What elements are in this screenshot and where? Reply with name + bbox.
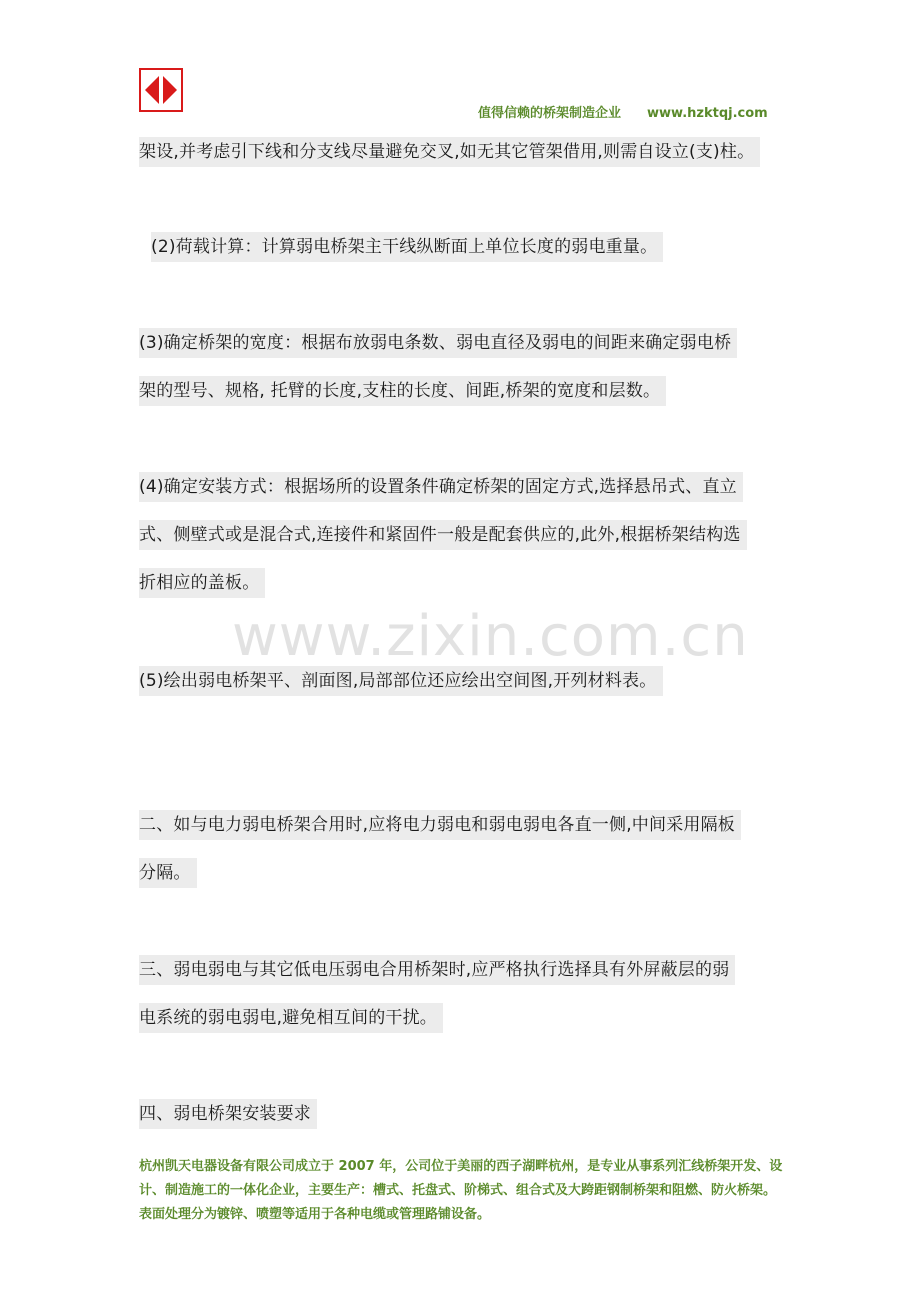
body-line: 三、弱电弱电与其它低电压弱电合用桥架时,应严格执行选择具有外屏蔽层的弱 bbox=[139, 955, 735, 985]
body-line: 电系统的弱电弱电,避免相互间的干扰。 bbox=[139, 1003, 443, 1033]
section-heading: 四、弱电桥架安装要求 bbox=[139, 1099, 317, 1129]
body-line: 架设,并考虑引下线和分支线尽量避免交叉,如无其它管架借用,则需自设立(支)柱。 bbox=[139, 137, 760, 167]
body-line: 式、侧壁式或是混合式,连接件和紧固件一般是配套供应的,此外,根据桥架结构选 bbox=[139, 520, 747, 550]
body-line: (4)确定安装方式：根据场所的设置条件确定桥架的固定方式,选择悬吊式、直立 bbox=[139, 472, 743, 502]
header bbox=[478, 102, 768, 121]
body-line: 分隔。 bbox=[139, 858, 197, 888]
company-logo bbox=[139, 68, 183, 112]
diamond-logo-icon bbox=[141, 70, 181, 110]
body-line: (3)确定桥架的宽度：根据布放弱电条数、弱电直径及弱电的间距来确定弱电桥 bbox=[139, 328, 737, 358]
body-line: (5)绘出弱电桥架平、剖面图,局部部位还应绘出空间图,开列材料表。 bbox=[139, 666, 663, 696]
watermark: www.zixin.com.cn bbox=[232, 604, 749, 669]
body-line: 二、如与电力弱电桥架合用时,应将电力弱电和弱电弱电各直一侧,中间采用隔板 bbox=[139, 810, 741, 840]
body-line: 折相应的盖板。 bbox=[139, 568, 265, 598]
header-slogan: 值得信赖的桥架制造企业 bbox=[478, 106, 622, 121]
body-line: 架的型号、规格, 托臂的长度,支柱的长度、间距,桥架的宽度和层数。 bbox=[139, 376, 666, 406]
footer-company-info: 杭州凯天电器设备有限公司成立于 2007 年，公司位于美丽的西子湖畔杭州，是专业从事系列汇线桥架开发、设计、制造施工的一体化企业，主要生产：槽式、托盘式、阶梯式、组合式及大跨距钢制桥架和阻燃、防火桥架。表面处理分为镀锌、喷塑等适用于各种电缆或管理路铺设备。 bbox=[139, 1159, 783, 1222]
header-url[interactable]: www.hzktqj.com bbox=[647, 106, 768, 121]
body-line: (2)荷载计算：计算弱电桥架主干线纵断面上单位长度的弱电重量。 bbox=[151, 232, 663, 262]
